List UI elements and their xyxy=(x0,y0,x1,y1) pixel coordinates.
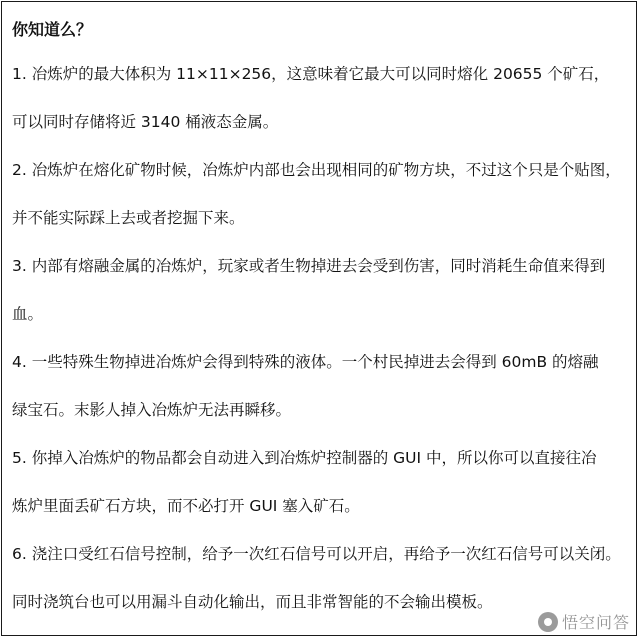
paragraph-line: 并不能实际踩上去或者挖掘下来。 xyxy=(12,209,245,227)
paragraph-line: 可以同时存储将近 3140 桶液态金属。 xyxy=(12,113,279,131)
document-heading: 你知道么？ xyxy=(12,20,93,39)
paragraph-line: 绿宝石。末影人掉入冶炼炉无法再瞬移。 xyxy=(12,401,292,419)
paragraph-line: 4. 一些特殊生物掉进冶炼炉会得到特殊的液体。一个村民掉进去会得到 60mB 的熔融 xyxy=(12,353,599,371)
paragraph-line: 炼炉里面丢矿石方块，而不必打开 GUI 塞入矿石。 xyxy=(12,497,360,515)
watermark xyxy=(538,610,630,633)
paragraph-line: 2. 冶炼炉在熔化矿物时候，冶炼炉内部也会出现相同的矿物方块，不过这个只是个贴图， xyxy=(12,161,621,179)
paragraph-3 xyxy=(12,255,632,325)
paragraph-line: 血。 xyxy=(12,305,44,323)
paragraph-2 xyxy=(12,159,632,229)
paragraph-line: 1. 冶炼炉的最大体积为 11×11×256，这意味着它最大可以同时熔化 20655 个矿石， xyxy=(12,65,610,83)
paragraph-line: 5. 你掉入冶炼炉的物品都会自动进入到冶炼炉控制器的 GUI 中，所以你可以直接往冶 xyxy=(12,449,597,467)
paragraph-4 xyxy=(12,351,632,421)
paragraph-line: 3. 内部有熔融金属的冶炼炉，玩家或者生物掉进去会受到伤害，同时消耗生命值来得到 xyxy=(12,257,606,275)
paragraph-1 xyxy=(12,63,632,133)
paragraph-line: 同时浇筑台也可以用漏斗自动化输出，而且非常智能的不会输出模板。 xyxy=(12,593,493,611)
document-content xyxy=(12,18,632,613)
paragraph-line: 6. 浇注口受红石信号控制，给予一次红石信号可以开启，再给予一次红石信号可以关闭。 xyxy=(12,545,621,563)
watermark-text: 悟空问答 xyxy=(561,613,630,632)
paragraph-6 xyxy=(12,543,632,613)
paragraph-5 xyxy=(12,447,632,517)
wukong-logo-icon xyxy=(538,612,558,632)
